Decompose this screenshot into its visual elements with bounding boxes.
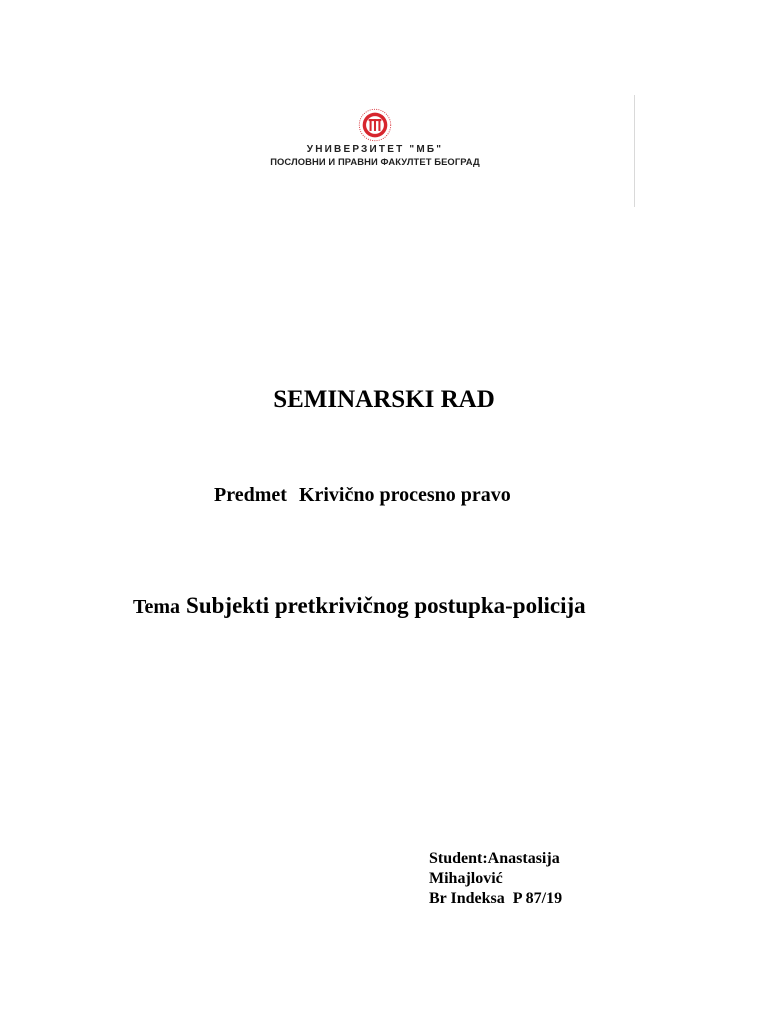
subject-label: Predmet — [214, 484, 287, 506]
university-logo — [250, 108, 500, 168]
faculty-name: ПОСЛОВНИ И ПРАВНИ ФАКУЛТЕТ БЕОГРАД — [270, 156, 480, 167]
theme-line — [133, 593, 586, 619]
university-name: УНИВЕРЗИТЕТ "МБ" — [306, 144, 444, 155]
student-index: Br Indeksa P 87/19 — [429, 890, 563, 907]
document-title: SEMINARSKI RAD — [273, 386, 495, 413]
student-info — [429, 849, 562, 909]
student-name-line2: Mihajlović — [429, 870, 503, 887]
theme-value: Subjekti pretkrivičnog postupka-policija — [186, 593, 586, 618]
university-emblem-icon — [358, 108, 392, 142]
student-name-line1: Student:Anastasija — [429, 850, 560, 867]
subject-value: Krivično procesno pravo — [298, 484, 511, 506]
theme-label: Tema — [133, 596, 181, 618]
vertical-divider — [634, 95, 635, 207]
subject-line — [214, 484, 511, 507]
